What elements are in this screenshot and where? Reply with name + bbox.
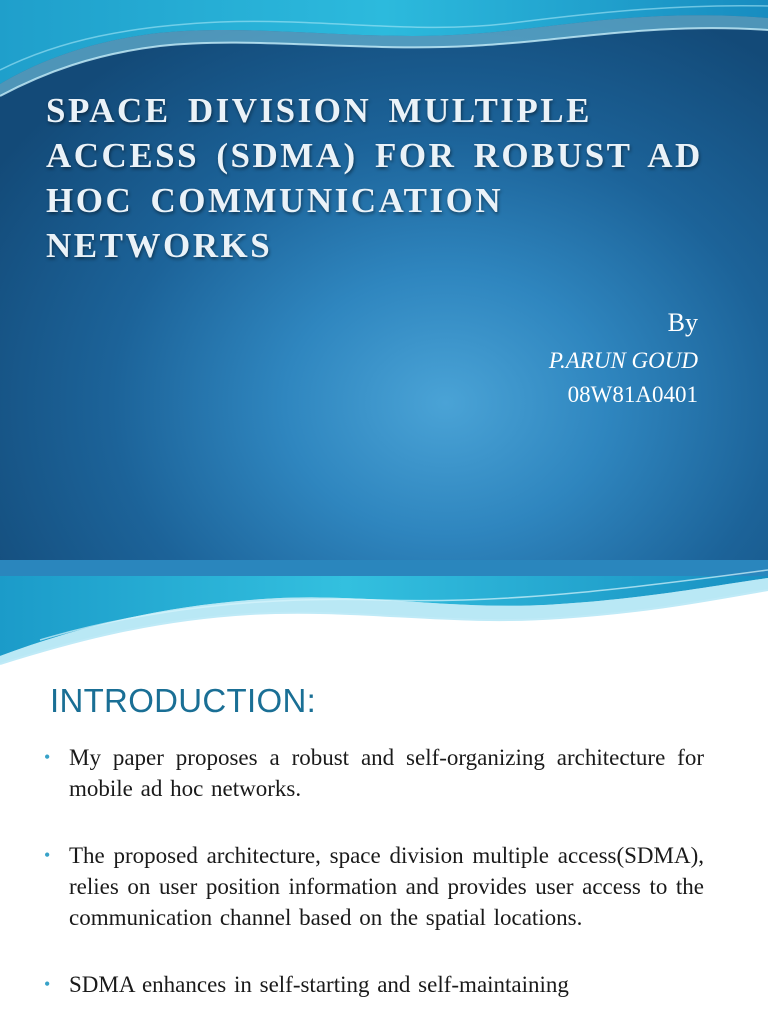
bullet-text: SDMA enhances in self-starting and self-maintaining bbox=[69, 972, 569, 997]
introduction-heading: INTRODUCTION: bbox=[50, 682, 317, 719]
bullet-icon: • bbox=[44, 974, 51, 994]
list-item bbox=[44, 969, 704, 1000]
list-item bbox=[44, 840, 704, 933]
roll-number: 08W81A0401 bbox=[567, 382, 698, 407]
bullet-icon: • bbox=[44, 845, 51, 865]
slide-title: SPACE DIVISION MULTIPLE ACCESS (SDMA) FOR ROBUST AD HOC COMMUNICATION NETWORKS bbox=[46, 91, 703, 265]
bullet-text: The proposed architecture, space division multiple access(SDMA), relies on user position information and provides user access to the communication channel based on the spatial locations. bbox=[69, 843, 704, 930]
list-item bbox=[44, 742, 704, 804]
bullet-list bbox=[44, 742, 704, 1024]
bullet-icon: • bbox=[44, 747, 51, 767]
by-label: By bbox=[667, 308, 698, 337]
wave-divider-decoration bbox=[0, 560, 768, 670]
author-name: P.ARUN GOUD bbox=[548, 348, 698, 373]
bullet-text: My paper proposes a robust and self-organizing architecture for mobile ad hoc networks. bbox=[69, 745, 704, 801]
